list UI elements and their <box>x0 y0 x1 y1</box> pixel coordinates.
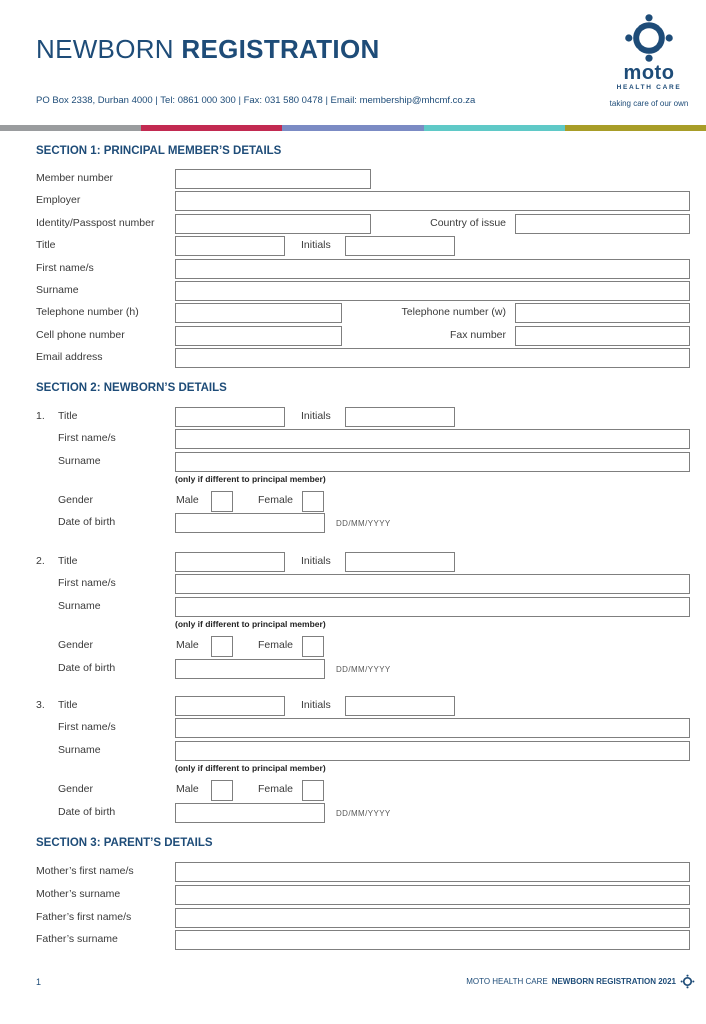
country-of-issue-input[interactable] <box>515 214 690 234</box>
fathers-surname-label: Father’s surname <box>36 933 118 945</box>
fathers-first-names-row <box>36 908 690 930</box>
newborn-3-male-checkbox[interactable] <box>211 780 233 801</box>
section3-heading: SECTION 3: PARENT’S DETAILS <box>36 837 213 849</box>
mothers-first-names-row <box>36 862 690 884</box>
footer-doc-text: NEWBORN REGISTRATION 2021 <box>551 977 676 986</box>
email-label: Email address <box>36 351 103 363</box>
mothers-surname-row <box>36 885 690 907</box>
telephone-home-label: Telephone number (h) <box>36 306 139 318</box>
newborn-1-title-input[interactable] <box>175 407 285 427</box>
fathers-first-names-label: Father’s first name/s <box>36 911 132 923</box>
mothers-first-names-label: Mother’s first name/s <box>36 865 134 877</box>
fathers-surname-input[interactable] <box>175 930 690 950</box>
cell-phone-row <box>36 326 690 348</box>
newborn-3-surname-input[interactable] <box>175 741 690 761</box>
newborn-3-surname-label: Surname <box>58 744 101 756</box>
initials-input[interactable] <box>345 236 455 256</box>
mothers-surname-input[interactable] <box>175 885 690 905</box>
stripe-periwinkle <box>282 125 423 131</box>
telephone-home-input[interactable] <box>175 303 342 323</box>
title-label: Title <box>36 239 56 251</box>
initials-label: Initials <box>301 239 331 251</box>
logo-wordmark: moto <box>623 62 675 84</box>
identity-label: Identity/Passpost number <box>36 217 155 229</box>
newborn-3-first-names-row <box>36 718 690 740</box>
newborn-1-female-label: Female <box>258 494 294 506</box>
newborn-2-first-names-input[interactable] <box>175 574 690 594</box>
employer-row <box>36 191 690 213</box>
title-input[interactable] <box>175 236 285 256</box>
newborn-1-male-label: Male <box>176 494 199 506</box>
member-number-row <box>36 169 690 191</box>
newborn-2-surname-input[interactable] <box>175 597 690 617</box>
email-row <box>36 348 690 370</box>
newborn-2-dob-row <box>36 659 690 681</box>
newborn-1-surname-input[interactable] <box>175 452 690 472</box>
newborn-1-title-label: Title <box>58 410 78 422</box>
newborn-3-note: (only if different to principal member) <box>175 763 326 773</box>
fax-number-label: Fax number <box>449 329 506 341</box>
telephone-work-label: Telephone number (w) <box>401 306 506 318</box>
page-title <box>36 34 380 64</box>
fathers-surname-row <box>36 930 690 952</box>
mothers-surname-label: Mother’s surname <box>36 888 121 900</box>
newborn-1-dob-label: Date of birth <box>58 516 116 528</box>
newborn-2-surname-label: Surname <box>58 600 101 612</box>
newborn-3-gender-row <box>36 780 690 802</box>
country-of-issue-label: Country of issue <box>430 217 506 229</box>
newborn-3-title-label: Title <box>58 699 78 711</box>
newborn-2-note: (only if different to principal member) <box>175 619 326 629</box>
brand-stripe <box>0 125 706 131</box>
surname-input[interactable] <box>175 281 690 301</box>
cell-phone-label: Cell phone number <box>36 329 125 341</box>
member-number-label: Member number <box>36 172 114 184</box>
newborn-3-dob-row <box>36 803 690 825</box>
stripe-olive <box>565 125 706 131</box>
moto-people-icon-small <box>680 974 695 989</box>
newborn-1-initials-label: Initials <box>301 410 331 422</box>
newborn-1-gender-row <box>36 491 690 513</box>
moto-people-icon <box>623 12 675 64</box>
page-title-regular: NEWBORN <box>36 34 174 64</box>
newborn-1-initials-input[interactable] <box>345 407 455 427</box>
footer-brand-text: MOTO HEALTH CARE <box>466 977 548 986</box>
identity-row <box>36 214 690 236</box>
page-number: 1 <box>36 977 42 987</box>
newborn-1-surname-row <box>36 452 690 474</box>
newborn-1-first-names-row <box>36 429 690 451</box>
newborn-3-male-label: Male <box>176 783 199 795</box>
newborn-3-number: 3. <box>36 699 45 711</box>
footer-right <box>466 974 695 989</box>
logo-tagline: taking care of our own <box>609 99 689 108</box>
newborn-2-first-names-row <box>36 574 690 596</box>
first-names-input[interactable] <box>175 259 690 279</box>
newborn-2-number: 2. <box>36 555 45 567</box>
member-number-input[interactable] <box>175 169 371 189</box>
newborn-3-dob-hint: DD/MM/YYYY <box>336 809 391 818</box>
employer-label: Employer <box>36 194 81 206</box>
newborn-1-gender-label: Gender <box>58 494 94 506</box>
newborn-1-number: 1. <box>36 410 45 422</box>
email-address-input[interactable] <box>175 348 690 368</box>
newborn-3-first-names-label: First name/s <box>58 721 116 733</box>
newborn-2-dob-label: Date of birth <box>58 662 116 674</box>
section1-heading: SECTION 1: PRINCIPAL MEMBER’S DETAILS <box>36 145 282 157</box>
logo-subtitle: HEALTH CARE <box>616 84 682 91</box>
stripe-gray <box>0 125 141 131</box>
first-names-label: First name/s <box>36 262 94 274</box>
stripe-crimson <box>141 125 282 131</box>
newborn-2-gender-row <box>36 636 690 658</box>
newborn-1-dob-row <box>36 513 690 535</box>
newborn-1-first-names-label: First name/s <box>58 432 116 444</box>
newborn-2-dob-hint: DD/MM/YYYY <box>336 665 391 674</box>
newborn-3-initials-label: Initials <box>301 699 331 711</box>
newborn-1-title-row <box>36 407 690 429</box>
cell-phone-input[interactable] <box>175 326 342 346</box>
fax-number-input[interactable] <box>515 326 690 346</box>
newborn-3-dob-label: Date of birth <box>58 806 116 818</box>
identity-number-input[interactable] <box>175 214 371 234</box>
surname-row <box>36 281 690 303</box>
fathers-first-names-input[interactable] <box>175 908 690 928</box>
mothers-first-names-input[interactable] <box>175 862 690 882</box>
newborn-2-female-label: Female <box>258 639 294 651</box>
newborn-1-first-names-input[interactable] <box>175 429 690 449</box>
surname-label: Surname <box>36 284 79 296</box>
newborn-1-note: (only if different to principal member) <box>175 474 326 484</box>
newborn-2-first-names-label: First name/s <box>58 577 116 589</box>
newborn-1-female-checkbox[interactable] <box>302 491 324 512</box>
newborn-3-surname-row <box>36 741 690 763</box>
newborn-3-title-row <box>36 696 690 718</box>
newborn-3-dob-input[interactable] <box>175 803 325 823</box>
moto-logo <box>601 12 697 91</box>
newborn-3-first-names-input[interactable] <box>175 718 690 738</box>
stripe-teal <box>424 125 565 131</box>
contact-line: PO Box 2338, Durban 4000 | Tel: 0861 000 300 | Fax: 031 580 0478 | Email: membership@mhcmf.co.za <box>36 95 476 106</box>
page-title-bold: REGISTRATION <box>181 34 380 64</box>
newborn-2-title-label: Title <box>58 555 78 567</box>
newborn-1-dob-hint: DD/MM/YYYY <box>336 519 391 528</box>
first-names-row <box>36 259 690 281</box>
newborn-2-title-row <box>36 552 690 574</box>
newborn-3-gender-label: Gender <box>58 783 94 795</box>
title-row <box>36 236 690 258</box>
newborn-3-title-input[interactable] <box>175 696 285 716</box>
telephone-row <box>36 303 690 325</box>
newborn-2-surname-row <box>36 597 690 619</box>
newborn-1-dob-input[interactable] <box>175 513 325 533</box>
newborn-2-initials-input[interactable] <box>345 552 455 572</box>
employer-input[interactable] <box>175 191 690 211</box>
newborn-3-female-checkbox[interactable] <box>302 780 324 801</box>
newborn-2-title-input[interactable] <box>175 552 285 572</box>
newborn-2-initials-label: Initials <box>301 555 331 567</box>
newborn-3-female-label: Female <box>258 783 294 795</box>
newborn-2-gender-label: Gender <box>58 639 94 651</box>
section2-heading: SECTION 2: NEWBORN’S DETAILS <box>36 382 227 394</box>
newborn-2-dob-input[interactable] <box>175 659 325 679</box>
newborn-3-initials-input[interactable] <box>345 696 455 716</box>
telephone-work-input[interactable] <box>515 303 690 323</box>
newborn-2-male-label: Male <box>176 639 199 651</box>
newborn-2-male-checkbox[interactable] <box>211 636 233 657</box>
newborn-1-surname-label: Surname <box>58 455 101 467</box>
newborn-1-male-checkbox[interactable] <box>211 491 233 512</box>
newborn-2-female-checkbox[interactable] <box>302 636 324 657</box>
